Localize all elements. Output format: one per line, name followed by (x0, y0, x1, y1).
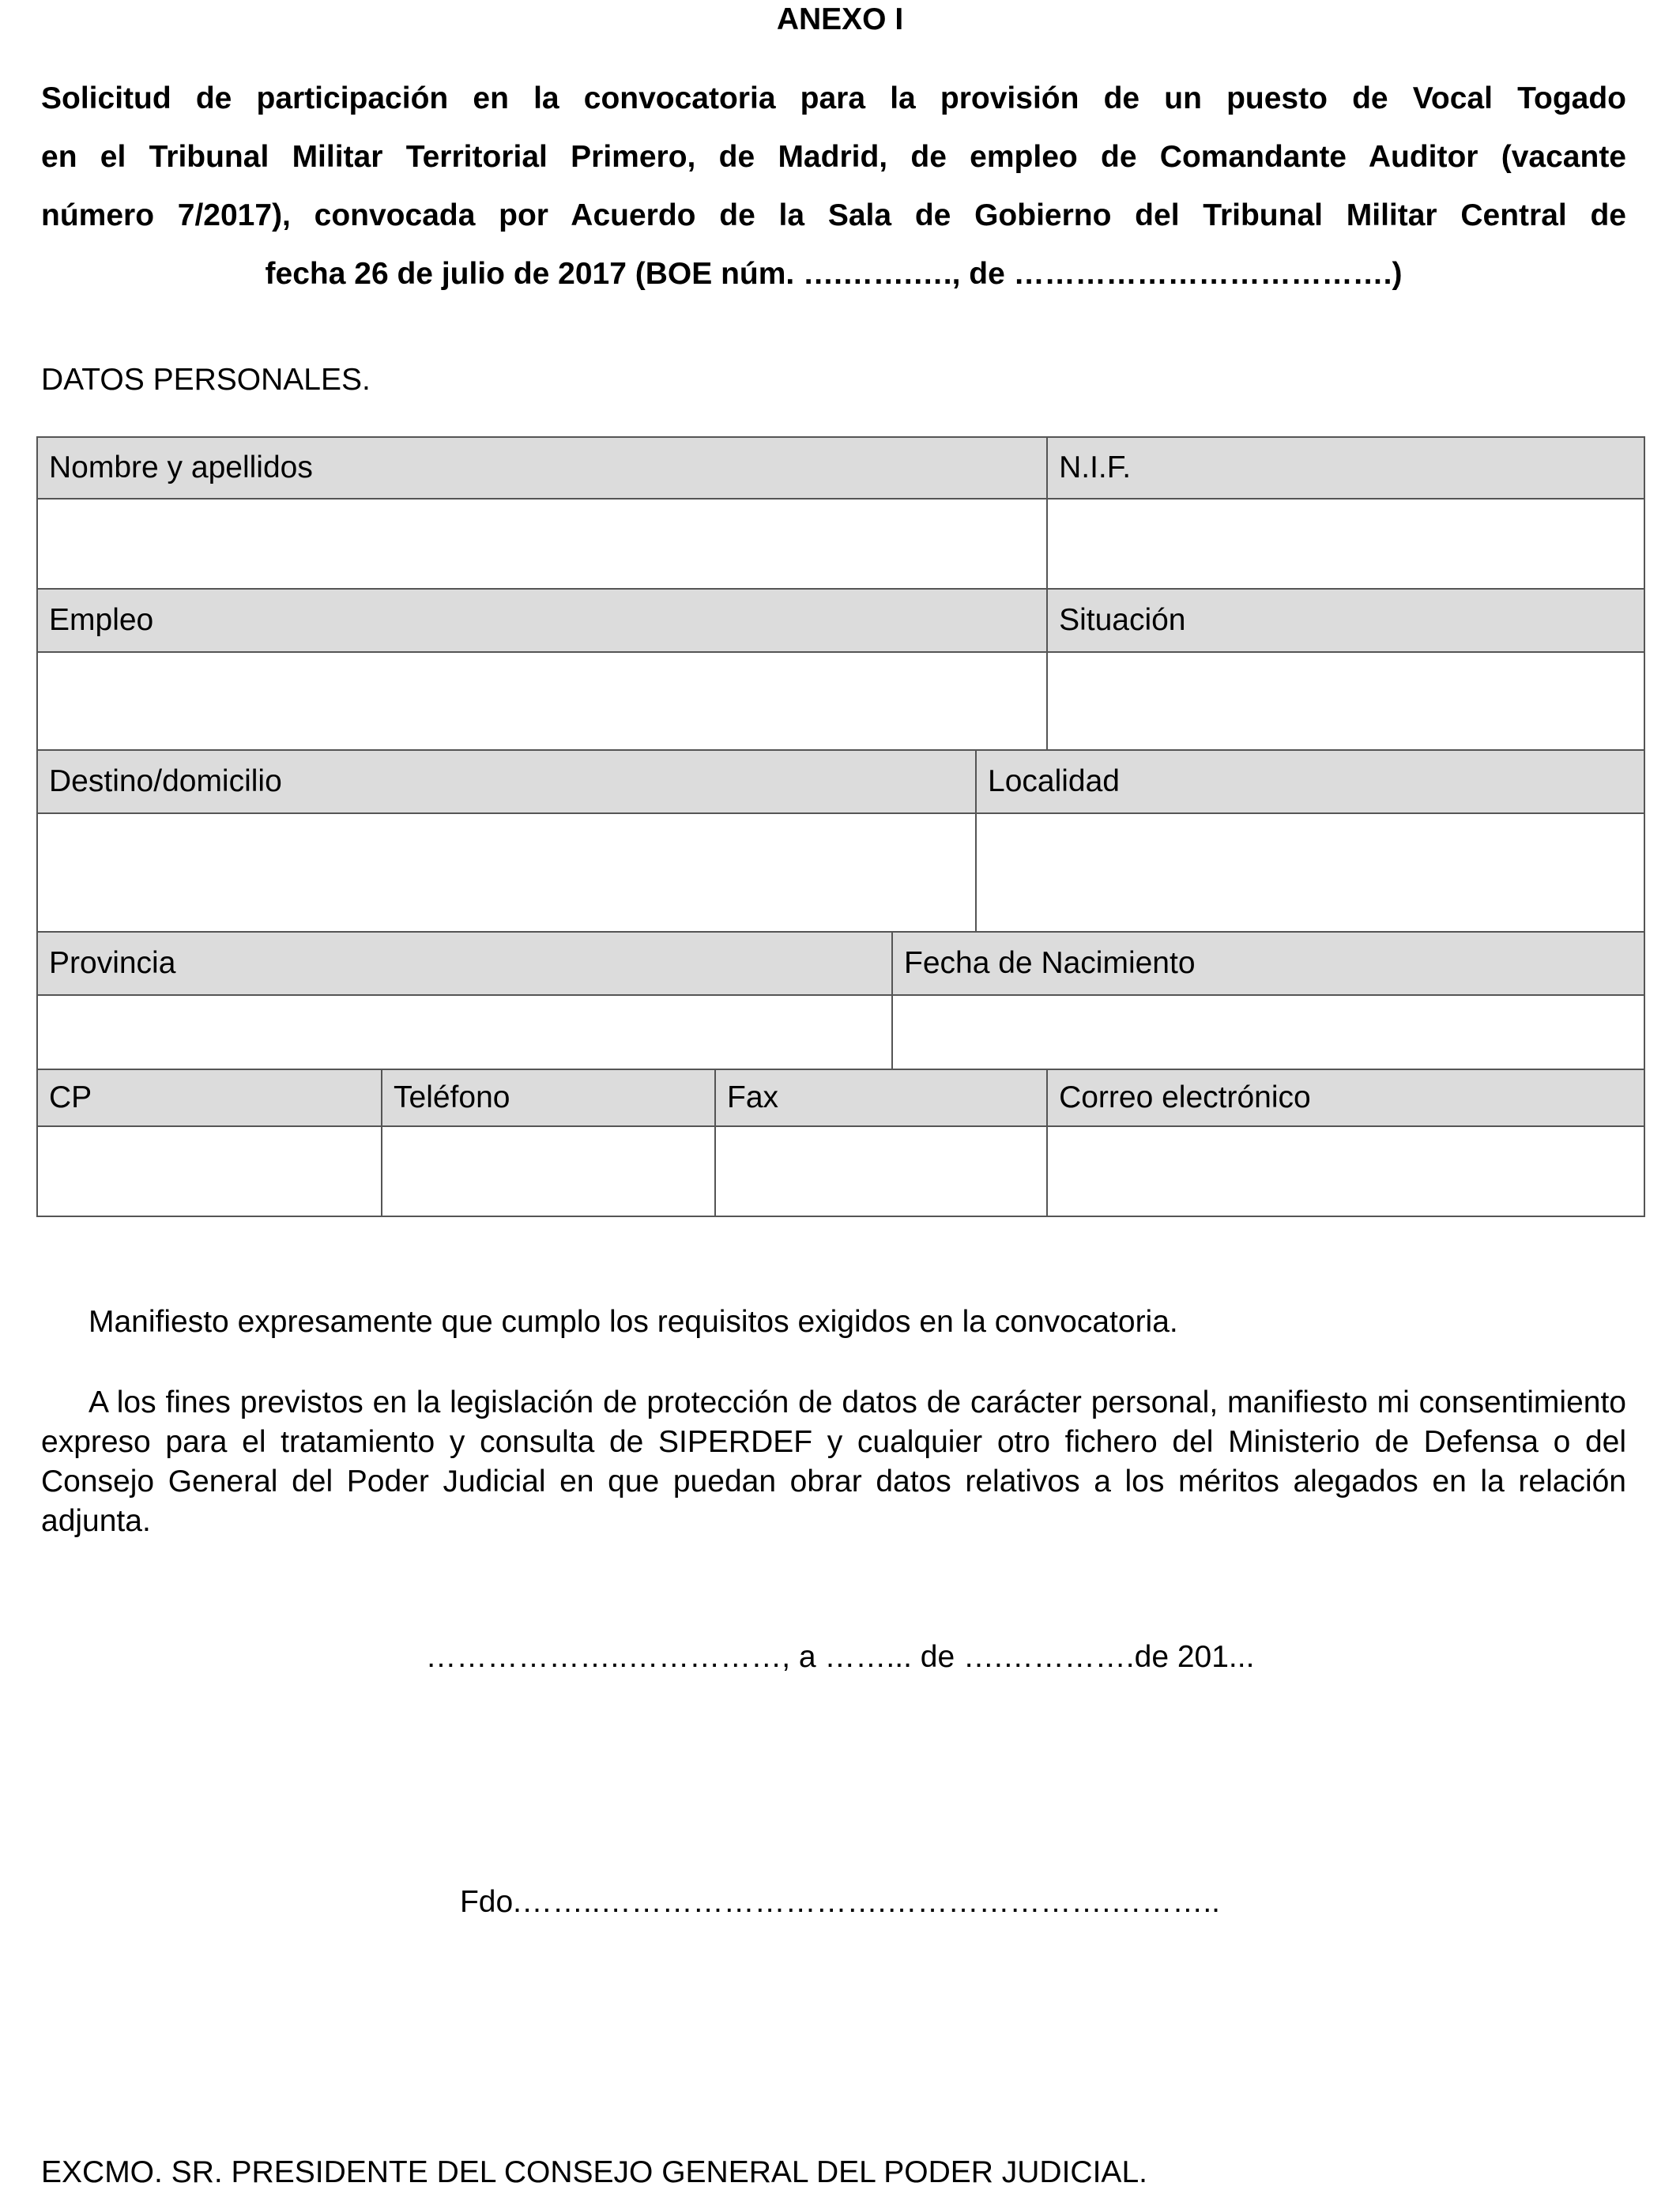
field-situacion[interactable] (1047, 652, 1644, 750)
label-nombre-apellidos: Nombre y apellidos (37, 437, 1047, 499)
label-destino-domicilio: Destino/domicilio (37, 750, 976, 813)
field-fax[interactable] (715, 1126, 1047, 1216)
label-correo-electronico: Correo electrónico (1047, 1069, 1644, 1126)
document-heading (41, 70, 1626, 303)
annex-title: ANEXO I (776, 2, 904, 36)
place-date-line: ………………..……………, a ……... de ….………….de 201... (425, 1640, 1255, 1674)
section-label-personal-data: DATOS PERSONALES. (41, 363, 371, 397)
heading-line-1: Solicitud de participación en la convocatoria para la provisión de un puesto de Vocal Togado (41, 81, 1626, 115)
label-empleo: Empleo (37, 589, 1047, 652)
label-telefono: Teléfono (382, 1069, 715, 1126)
label-nif: N.I.F. (1047, 437, 1644, 499)
personal-data-form (36, 436, 1645, 1217)
label-fax: Fax (715, 1069, 1047, 1126)
signature-line: Fdo.……..……………………….………………….……….. (459, 1885, 1221, 1919)
heading-line-3: número 7/2017), convocada por Acuerdo de la Sala de Gobierno del Tribunal Militar Central de (41, 198, 1626, 232)
label-situacion: Situación (1047, 589, 1644, 652)
label-localidad: Localidad (976, 750, 1644, 813)
field-empleo[interactable] (37, 652, 1047, 750)
label-provincia: Provincia (37, 932, 892, 995)
declaration-data-consent: A los fines previstos en la legislación de protección de datos de carácter personal, manifiesto mi consentimiento expreso para el tratamiento y consulta de SIPERDEF y cualquier otro fichero del Ministerio de Defensa o del Consejo General del Poder Judicial en que puedan obrar datos relativos a los méritos alegados en la relación adjunta. (41, 1385, 1626, 1538)
field-correo-electronico[interactable] (1047, 1126, 1644, 1216)
field-fecha-nacimiento[interactable] (892, 995, 1644, 1069)
label-cp: CP (37, 1069, 382, 1126)
field-nombre-apellidos[interactable] (37, 499, 1047, 589)
field-localidad[interactable] (976, 813, 1644, 932)
field-provincia[interactable] (37, 995, 892, 1069)
heading-line-4: fecha 26 de julio de 2017 (BOE núm. ….…….…., de ……………………………….) (265, 257, 1403, 291)
label-fecha-nacimiento: Fecha de Nacimiento (892, 932, 1644, 995)
heading-line-2: en el Tribunal Militar Territorial Primero, de Madrid, de empleo de Comandante Auditor (vacante (41, 140, 1626, 174)
field-telefono[interactable] (382, 1126, 715, 1216)
addressee: EXCMO. SR. PRESIDENTE DEL CONSEJO GENERAL DEL PODER JUDICIAL. (41, 2155, 1147, 2189)
field-destino-domicilio[interactable] (37, 813, 976, 932)
field-nif[interactable] (1047, 499, 1644, 589)
declaration-requirements: Manifiesto expresamente que cumplo los requisitos exigidos en la convocatoria. (89, 1305, 1178, 1339)
field-cp[interactable] (37, 1126, 382, 1216)
